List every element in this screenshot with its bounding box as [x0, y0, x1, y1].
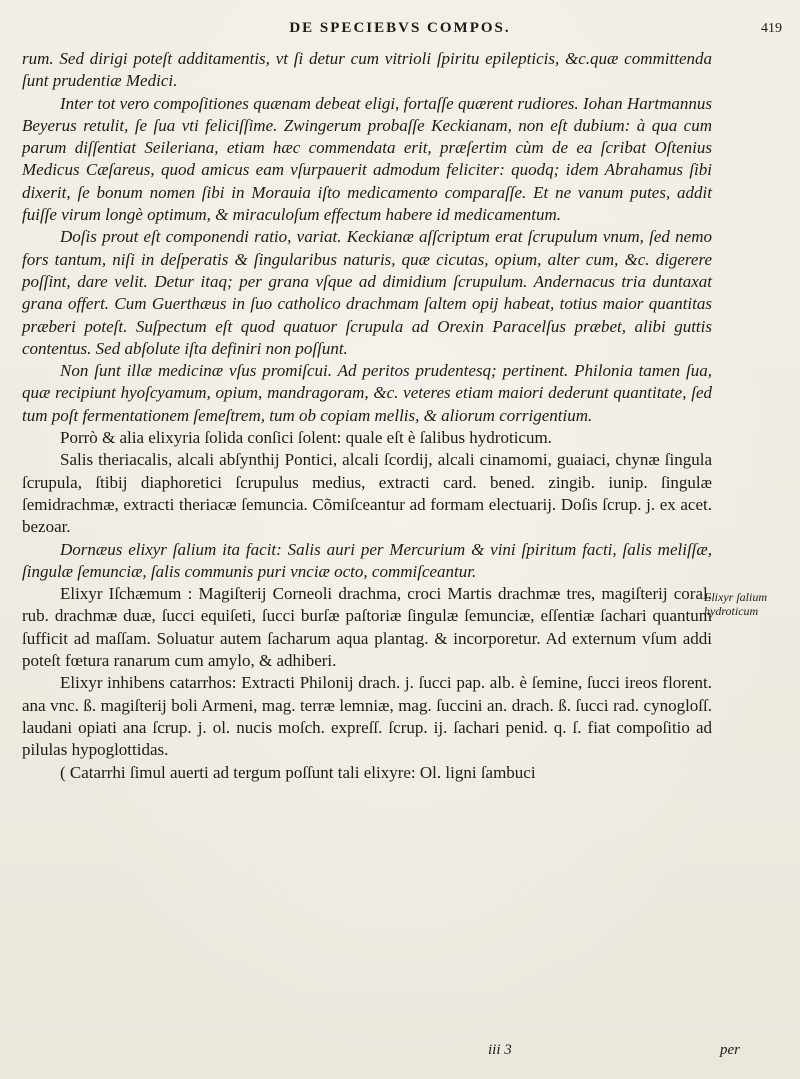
paragraph-10 [22, 762, 712, 784]
paragraph-6-text: Salis theriacalis, alcali abſynthij Pontici, alcali ſcordij, alcali cinamomi, guaiaci, chynæ ſingula ſcrupula, ſtibij diaphoretici ſcrupulus medius, extracti card. bened. zingib. iunip. ſingulæ ſemidrachmæ, extracti theriacæ ſemuncia. Cõmiſceantur ad formam electuarij. Doſis ſcrup. j. ex acet. bezoar. [22, 450, 712, 537]
page-number: 419 [761, 21, 782, 36]
paragraph-10-text: ( Catarrhi ſimul auerti ad tergum poſſunt tali elixyre: Ol. ligni ſambuci [60, 762, 536, 782]
paragraph-1 [22, 48, 712, 93]
paragraph-9-text: Elixyr inhibens catarrhos: Extracti Philonij drach. j. ſucci pap. alb. è ſemine, ſucci ireos florent. ana vnc. ß. magiſterij boli Armeni, mag. terræ lemniæ, mag. ſuccini an. drach. ß. ſucci rad. cynogloſſ. laudani opiati ana ſcrup. j. ol. nucis moſch. expreſſ. ſcrup. ij. ſachari penid. q. ſ. fiat compoſitio ad pilulas hypoglottidas. [22, 673, 712, 760]
paragraph-8-text: Elixyr Iſchæmum : Magiſterij Corneoli drachma, croci Martis drachmæ tres, magiſterij coral. rub. drachmæ duæ, ſucci equiſeti, ſucci burſæ paſtoriæ ſingulæ ſemunciæ, eſſentiæ ſachari quantum ſufficit ad maſſam. Soluatur autem ſacharum aqua plantag. & incorporetur. Ad externum vſum addi poteſt fœtura ranarum cum amylo, & adhiberi. [22, 584, 712, 671]
paragraph-9 [22, 672, 712, 761]
paragraph-3 [22, 226, 712, 360]
running-head [18, 20, 782, 46]
paragraph-5 [22, 427, 712, 449]
paragraph-7-text: Dornæus elixyr ſalium ita facit: Salis auri per Mercurium & vini ſpiritum facti, ſalis meliſſæ, ſingulæ ſemunciæ, ſalis communis puri vnciæ octo, commiſceantur. [22, 539, 712, 581]
paragraph-6 [22, 449, 712, 538]
catchword: per [720, 1042, 740, 1058]
running-title: DE SPECIEBVS COMPOS. [289, 20, 511, 36]
paragraph-2-text: Inter tot vero compoſitiones quænam debeat eligi, fortaſſe quærent rudiores. Iohan Hartmannus Beyerus retulit, ſe ſua vti feliciſſime. Zwingerum probaſſe Keckianam, non eſt dubium: à qua cum parum diſſentiat Seileriana, etiam hæc commendata erit, præſertim cùm de ea ſcribat Oſtenius Medicus Cæſareus, quod amicus eam vſurpauerit admodum feliciter: quodq; idem Abrahamus ſibi dixerit, ſe bonum nomen ſibi in Morauia iſto medicamento comparaſſe. Et ne vanum putes, addit fuiſſe virum longè optimum, & miraculoſum effectum habere id medicamentum. [22, 93, 712, 225]
paragraph-7 [22, 539, 712, 584]
side-note: Elixyr ſalium hydroticum [704, 590, 767, 618]
paragraph-3-text: Doſis prout eſt componendi ratio, variat. Keckianæ aſſcriptum erat ſcrupulum vnum, ſed nemo fors tantum, niſi in deſperatis & ſingularibus naturis, quæ cicutas, opium, alter cum, &c. digerere poſſint, dare velit. Detur itaq; per grana vſque ad dimidium ſcrupulum. Andernacus tria duntaxat grana offert. Cum Guerthæus in ſuo catholico drachmam ſaltem opij habeat, totius maior quantitas præberi poteſt. Suſpectum eſt quod quatuor ſcrupula ad Orexin Paracelſus præbet, alibi guttis contentus. Sed abſolute iſta definiri non poſſunt. [22, 227, 712, 358]
paragraph-8 [22, 583, 712, 672]
paragraph-4-text: Non ſunt illæ medicinæ vſus promiſcui. Ad peritos prudentesq; pertinent. Philonia tamen ſua, quæ recipiunt hyoſcyamum, opium, mandragoram, &c. veteres etiam maiori dederunt quantitate, ſed tum poſt fermentationem ſemeſtrem, tum ob copiam mellis, & aliorum corrigentium. [22, 361, 712, 425]
signature-mark: iii 3 [488, 1042, 512, 1058]
text-body [22, 48, 712, 784]
paragraph-4 [22, 360, 712, 427]
paragraph-1-text: rum. Sed dirigi poteſt additamentis, vt ſi detur cum vitrioli ſpiritu epilepticis, &c.quæ committenda ſunt prudentiæ Medici. [22, 49, 712, 91]
paragraph-5-text: Porrò & alia elixyria ſolida conſici ſolent: quale eſt è ſalibus hydroticum. [60, 428, 552, 448]
paragraph-2 [22, 93, 712, 227]
